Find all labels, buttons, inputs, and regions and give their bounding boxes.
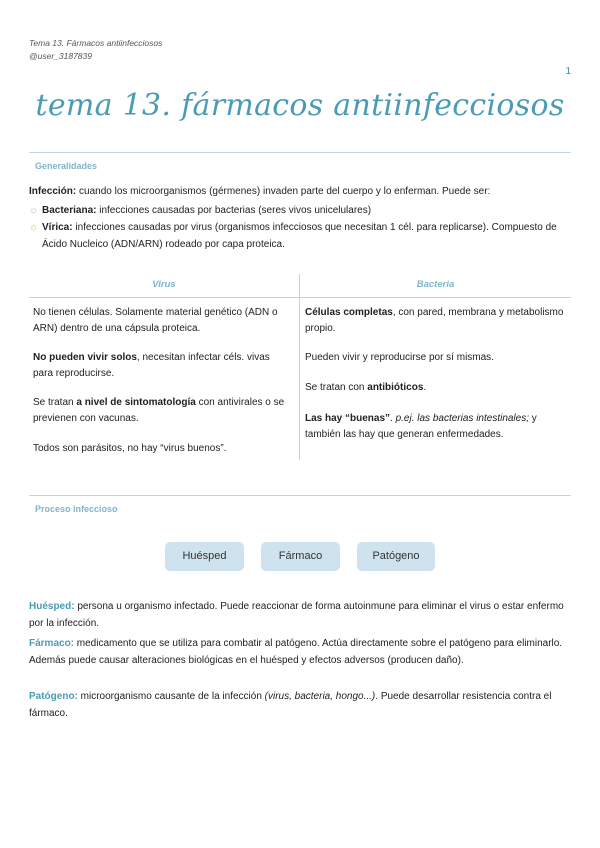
- def-term: Fármaco:: [29, 638, 75, 649]
- table-header-rule: [29, 297, 571, 298]
- def-term: Huésped:: [29, 601, 75, 612]
- bacteria-cell-3-post: .: [423, 382, 427, 393]
- def-text: persona u organismo infectado. Puede reaccionar de forma autoinmune para eliminar el virus o estar enfermo por la infección.: [29, 601, 564, 629]
- pill-patogeno: Patógeno: [357, 542, 435, 571]
- def-text: medicamento que se utiliza para combatir al patógeno. Actúa directamente sobre el patógeno para eliminarlo. Además puede causar alteraciones biológicas en el huésped y efectos adversos (producen daño).: [29, 638, 563, 666]
- virus-cell-2-bold: No pueden vivir solos: [33, 352, 137, 363]
- virus-cell-3: [33, 395, 291, 426]
- bullet-term: Bacteriana:: [42, 205, 97, 216]
- bacteria-cell-1: [305, 305, 567, 336]
- bacteria-cell-4-post: y también las hay que generan enfermedades.: [305, 413, 537, 440]
- virus-cell-2: [33, 350, 291, 381]
- bacteria-cell-2: Pueden vivir y reproducirse por sí mismas.: [305, 352, 494, 363]
- document-meta: [29, 37, 162, 63]
- table-header-bacteria: Bacteria: [416, 279, 455, 290]
- meta-title: Tema 13. Fármacos antiinfecciosos: [29, 38, 163, 48]
- section-label-generalidades: Generalidades: [35, 161, 98, 171]
- section-divider: [29, 495, 571, 496]
- virus-cell-2-text: , necesitan infectar céls. vivas para reproducirse.: [33, 352, 270, 379]
- sun-bullet-icon: ☼: [29, 205, 39, 216]
- def-text-pre: microorganismo causante de la infección: [77, 691, 265, 702]
- bacteria-cell-1-text: , con pared, membrana y metabolismo propio.: [305, 307, 564, 334]
- meta-user: @user_3187839: [29, 51, 92, 61]
- bacteria-cell-3-pre: Se tratan con: [305, 382, 368, 393]
- infeccion-text: cuando los microorganismos (gérmenes) invaden parte del cuerpo y lo enferman. Puede ser:: [76, 186, 491, 197]
- bacteria-cell-3-bold: antibióticos: [367, 382, 424, 393]
- def-term: Patógeno:: [29, 691, 78, 702]
- infeccion-definition: [29, 184, 571, 201]
- section-label-proceso: Proceso infeccioso: [35, 504, 118, 514]
- virus-cell-3-pre: Se tratan: [33, 397, 77, 408]
- infeccion-term: Infección:: [29, 186, 77, 197]
- bacteria-cell-4-mid: .: [390, 413, 396, 424]
- bacteria-cell-4-bold: Las hay “buenas”: [305, 413, 391, 424]
- bacteria-cell-4-italic: p.ej. las bacterias intestinales;: [395, 413, 529, 424]
- bacteria-cell-3: [305, 380, 567, 396]
- pill-farmaco: Fármaco: [261, 542, 340, 571]
- def-text-italic: (virus, bacteria, hongo...): [264, 691, 376, 702]
- list-item-bacteriana: [29, 203, 580, 220]
- def-text-post: . Puede desarrollar resistencia contra el fármaco.: [29, 691, 552, 719]
- virus-cell-3-post: con antivirales o se previenen con vacunas.: [33, 397, 285, 424]
- def-patogeno: [29, 689, 571, 722]
- bacteria-cell-1-bold: Células completas: [305, 307, 393, 318]
- sun-bullet-icon: ☼: [29, 222, 39, 233]
- page-number: 1: [565, 66, 571, 77]
- table-column-divider: [299, 274, 300, 460]
- list-item-virica: [29, 220, 580, 253]
- table-header-virus: Virus: [152, 279, 176, 290]
- bullet-term: Vírica:: [42, 222, 73, 233]
- page-title: tema 13. fármacos antiinfecciosos: [35, 88, 565, 123]
- bullet-text: infecciones causadas por bacterias (seres vivos unicelulares): [96, 205, 372, 216]
- def-farmaco: [29, 636, 571, 669]
- pill-huesped: Huésped: [165, 542, 244, 571]
- bacteria-cell-4: [305, 411, 567, 442]
- virus-cell-1: No tienen células. Solamente material genético (ADN o ARN) dentro de una cápsula proteica.: [33, 307, 278, 334]
- section-divider: [29, 152, 571, 153]
- def-huesped: [29, 599, 571, 632]
- virus-cell-3-bold: a nivel de sintomatología: [76, 397, 196, 408]
- bullet-text: infecciones causadas por virus (organismos infecciosos que necesitan 1 cél. para replicarse). Compuesto de Ácido Nucleico (ADN/ARN) rodeado por capa proteica.: [42, 222, 557, 250]
- virus-cell-4: Todos son parásitos, no hay “virus buenos”.: [33, 443, 227, 454]
